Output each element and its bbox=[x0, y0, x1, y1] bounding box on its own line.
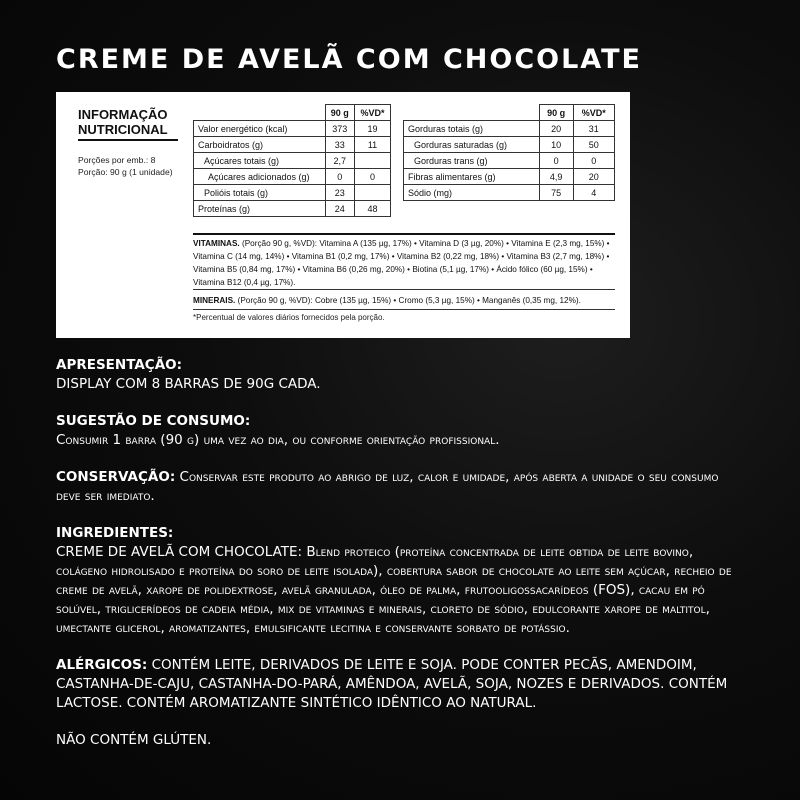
portion-info bbox=[78, 154, 173, 178]
suggestion-text: Consumir 1 barra (90 g) uma vez ao dia, ou conforme orientação profissional. bbox=[56, 432, 500, 448]
nutrient-vd: 0 bbox=[573, 153, 614, 169]
gluten-notice: NÃO CONTÉM GLÚTEN. bbox=[56, 732, 212, 748]
nutrient-value: 0 bbox=[539, 153, 573, 169]
nutrient-vd: 31 bbox=[573, 121, 614, 137]
conservation-section bbox=[56, 468, 746, 506]
nutrient-name: Sódio (mg) bbox=[404, 185, 540, 201]
table-row bbox=[404, 121, 615, 137]
nutrient-name: Proteínas (g) bbox=[194, 201, 326, 217]
ingredients-text: Blend proteico (proteína concentrada de leite obtida de leite bovino, colágeno hidrolisado e proteína do soro de leite isolada), cobertura sabor de chocolate ao leite sem açúcar, recheio de creme de avelã, xarope de polidextrose, avelã granulada, óleo de palma, frutooligossacarídeos (FOS), cacau em pó solúvel, triglicerídeos de cadeia média, mix de vitaminas e minerais, cloreto de sódio, edulcorante xarope de maltitol, umectante glicerol, aromatizantes, emulsificante lecitina e conservante sorbato de potássio. bbox=[56, 544, 732, 636]
nutrient-value: 0 bbox=[325, 169, 354, 185]
header-90g: 90 g bbox=[325, 105, 354, 121]
footnote: *Percentual de valores diários fornecidos pela porção. bbox=[193, 313, 385, 322]
header-90g: 90 g bbox=[539, 105, 573, 121]
nutrient-value: 2,7 bbox=[325, 153, 354, 169]
table-row bbox=[194, 201, 391, 217]
vitamins-label: VITAMINAS. bbox=[193, 239, 240, 248]
presentation-section bbox=[56, 356, 746, 394]
table-row bbox=[404, 185, 615, 201]
nutrient-name: Gorduras saturadas (g) bbox=[404, 137, 540, 153]
portions-per-pack: Porções por emb.: 8 bbox=[78, 155, 156, 165]
nutrient-vd: 50 bbox=[573, 137, 614, 153]
conservation-text: Conservar este produto ao abrigo de luz, calor e umidade, após aberta a unidade o seu consumo deve ser imediato. bbox=[56, 469, 719, 504]
allergens-heading: ALÉRGICOS: bbox=[56, 657, 148, 673]
presentation-heading: APRESENTAÇÃO: bbox=[56, 357, 183, 373]
nutrient-name: Gorduras totais (g) bbox=[404, 121, 540, 137]
table-row bbox=[194, 185, 391, 201]
header-vd: %VD* bbox=[354, 105, 390, 121]
nutrient-vd: 20 bbox=[573, 169, 614, 185]
portion-size: Porção: 90 g (1 unidade) bbox=[78, 167, 173, 177]
nutrient-name: Polióis totais (g) bbox=[194, 185, 326, 201]
table-row bbox=[194, 121, 391, 137]
header-vd: %VD* bbox=[573, 105, 614, 121]
nutrient-name: Gorduras trans (g) bbox=[404, 153, 540, 169]
nutrition-facts-label bbox=[56, 92, 630, 338]
nutrient-name: Açúcares adicionados (g) bbox=[194, 169, 326, 185]
page-title: CREME DE AVELÃ COM CHOCOLATE bbox=[56, 44, 642, 75]
suggestion-section bbox=[56, 412, 746, 450]
suggestion-heading: SUGESTÃO DE CONSUMO: bbox=[56, 413, 251, 429]
table-row bbox=[194, 169, 391, 185]
allergens-text: CONTÉM LEITE, DERIVADOS DE LEITE E SOJA. PODE CONTER PECÃS, AMENDOIM, CASTANHA-DE-CAJU, CASTANHA-DO-PARÁ, AMÊNDOA, AVELÃ, SOJA, NOZES E DERIVADOS. CONTÉM LACTOSE. CONTÉM AROMATIZANTE SINTÉTICO IDÊNTICO AO NATURAL. bbox=[56, 657, 728, 711]
nutrient-vd bbox=[354, 185, 390, 201]
minerals-text: (Porção 90 g, %VD): Cobre (135 µg, 15%) • Cromo (5,3 µg, 15%) • Manganês (0,35 mg, 12%). bbox=[237, 296, 581, 305]
nutrient-vd: 0 bbox=[354, 169, 390, 185]
table-row bbox=[404, 153, 615, 169]
nutrition-table-right bbox=[403, 104, 615, 201]
nutrient-vd bbox=[354, 153, 390, 169]
nutrition-table-left bbox=[193, 104, 391, 217]
nutrient-value: 10 bbox=[539, 137, 573, 153]
vitamins-block bbox=[193, 233, 615, 290]
nutrient-name: Valor energético (kcal) bbox=[194, 121, 326, 137]
nutrient-name: Carboidratos (g) bbox=[194, 137, 326, 153]
table-row bbox=[404, 137, 615, 153]
nutrition-heading-line2: NUTRICIONAL bbox=[78, 122, 168, 137]
minerals-label: MINERAIS. bbox=[193, 296, 236, 305]
nutrient-value: 20 bbox=[539, 121, 573, 137]
nutrient-vd: 48 bbox=[354, 201, 390, 217]
ingredients-heading: INGREDIENTES: bbox=[56, 525, 174, 541]
nutrition-heading-line1: INFORMAÇÃO bbox=[78, 107, 168, 122]
ingredients-product: CREME DE AVELÃ COM CHOCOLATE: bbox=[56, 544, 303, 560]
nutrient-vd: 4 bbox=[573, 185, 614, 201]
vitamins-text: (Porção 90 g, %VD): Vitamina A (135 µg, 17%) • Vitamina D (3 µg, 20%) • Vitamina E (2,3 mg, 15%) • Vitamina C (14 mg, 14%) • Vitamina B1 (0,2 mg, 17%) • Vitamina B2 (0,22 mg, 18%) • Vitamina B3 (2,7 mg, 18%) • Vitamina B5 (0,84 mg, 17%) • Vitamina B6 (0,26 mg, 20%) • Biotina (5,1 µg, 17%) • Ácido fólico (60 µg, 15%) • Vitamina B12 (0,4 µg, 17%). bbox=[193, 239, 610, 287]
table-row bbox=[404, 169, 615, 185]
nutrient-name: Açúcares totais (g) bbox=[194, 153, 326, 169]
table-row bbox=[194, 137, 391, 153]
nutrient-vd: 19 bbox=[354, 121, 390, 137]
nutrient-value: 4,9 bbox=[539, 169, 573, 185]
minerals-block bbox=[193, 294, 615, 310]
nutrient-value: 23 bbox=[325, 185, 354, 201]
allergens-section bbox=[56, 656, 746, 713]
nutrient-value: 75 bbox=[539, 185, 573, 201]
nutrient-value: 373 bbox=[325, 121, 354, 137]
product-info-sections bbox=[56, 356, 746, 768]
nutrient-name: Fibras alimentares (g) bbox=[404, 169, 540, 185]
nutrient-value: 33 bbox=[325, 137, 354, 153]
table-row bbox=[194, 153, 391, 169]
nutrition-heading bbox=[78, 107, 178, 141]
conservation-heading: CONSERVAÇÃO: bbox=[56, 469, 176, 485]
nutrient-value: 24 bbox=[325, 201, 354, 217]
presentation-text: DISPLAY COM 8 BARRAS DE 90G CADA. bbox=[56, 376, 321, 392]
header-blank bbox=[404, 105, 540, 121]
header-blank bbox=[194, 105, 326, 121]
ingredients-section bbox=[56, 524, 746, 638]
nutrient-vd: 11 bbox=[354, 137, 390, 153]
